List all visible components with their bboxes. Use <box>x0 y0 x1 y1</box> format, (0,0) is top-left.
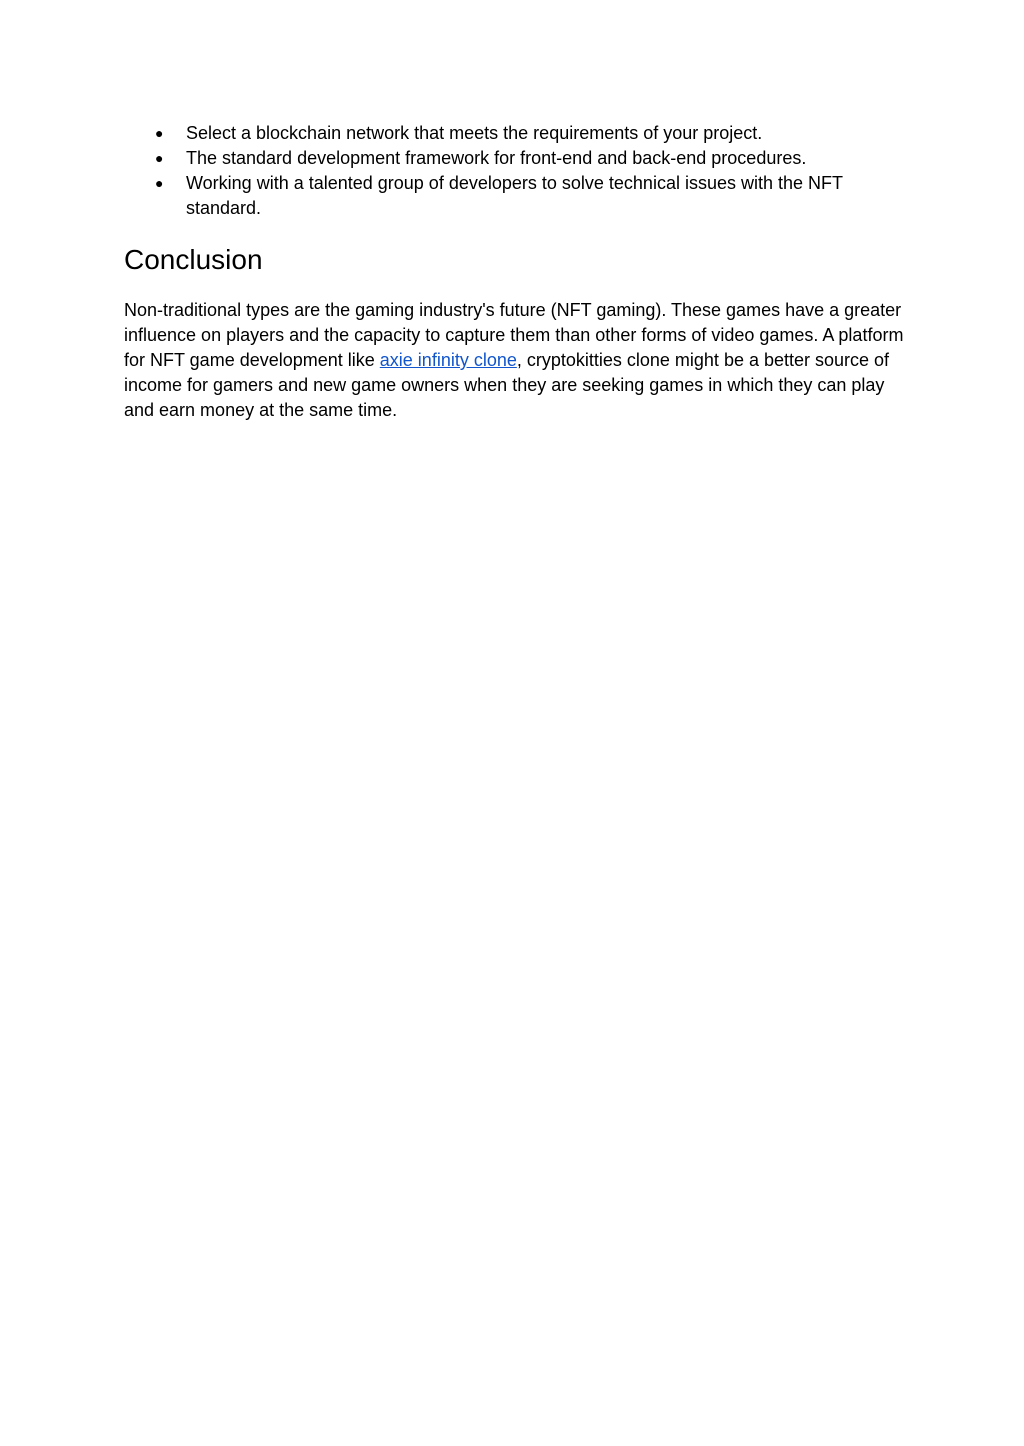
bullet-icon: ● <box>155 125 164 141</box>
list-item <box>124 146 904 171</box>
document-page <box>124 121 904 423</box>
axie-infinity-clone-link[interactable]: axie infinity clone <box>379 350 517 370</box>
bullet-icon: ● <box>155 175 164 191</box>
list-item <box>124 171 904 221</box>
list-item-text: Select a blockchain network that meets the requirements of your project. <box>186 123 763 143</box>
bullet-icon: ● <box>155 150 164 166</box>
bullet-list <box>124 121 904 221</box>
paragraph-text-after-link: , cryptokitties clone might be a better source of income for gamers and new game owners when they are seeking games in which they can play and earn money at the same time. <box>124 350 890 420</box>
paragraph-text-before-link: Non-traditional types are the gaming industry's future (NFT gaming). These games have a greater influence on players and the capacity to capture them than other forms of video games. A platform for NFT game development like <box>124 300 904 370</box>
section-heading: Conclusion <box>124 244 263 275</box>
list-item-text: Working with a talented group of developers to solve technical issues with the NFT standard. <box>186 173 843 218</box>
list-item-text: The standard development framework for front-end and back-end procedures. <box>186 148 807 168</box>
list-item <box>124 121 904 146</box>
conclusion-paragraph <box>124 298 904 423</box>
